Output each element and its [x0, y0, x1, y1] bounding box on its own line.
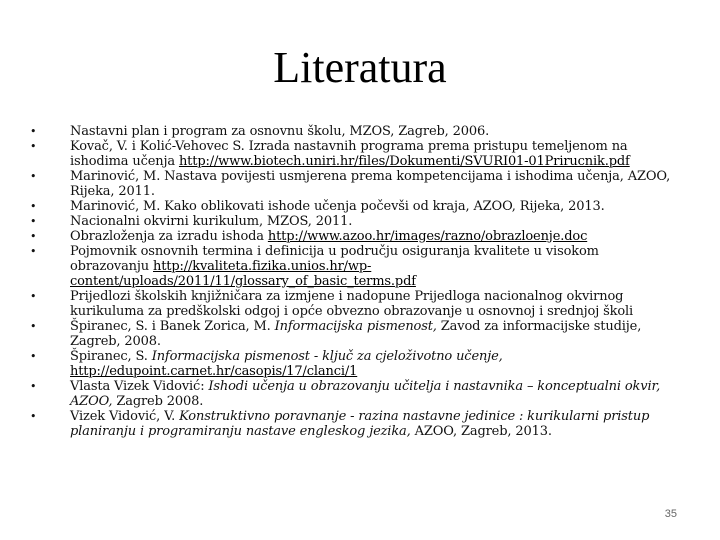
reference-link[interactable]: http://www.biotech.uniri.hr/files/Dokumenti/SVURI01-01Prirucnik.pdf — [178, 154, 630, 169]
reference-item — [30, 349, 680, 379]
reference-text: Vlasta Vizek Vidović: — [70, 379, 209, 394]
bullet-icon: • — [30, 140, 37, 153]
reference-text: Marinović, M. Nastava povijesti usmjerena prema kompetencijama i ishodima učenja, AZOO, Rijeka, 2011. — [70, 169, 671, 199]
reference-item — [30, 169, 680, 199]
reference-text: Nacionalni okvirni kurikulum, MZOS, 2011. — [70, 214, 353, 229]
bullet-icon: • — [30, 215, 37, 228]
reference-item — [30, 289, 680, 319]
bullet-icon: • — [30, 230, 37, 243]
reference-title-italic: Konstruktivno poravnanje - razina nastavne jedinice : kurikularni pristup planiranju i programiranju nastave engleskog jezika, — [70, 409, 650, 439]
reference-link[interactable]: http://www.azoo.hr/images/razno/obrazloenje.doc — [267, 229, 588, 244]
reference-text: Nastavni plan i program za osnovnu školu, MZOS, Zagreb, 2006. — [70, 124, 490, 139]
slide-title: Literatura — [273, 43, 447, 92]
reference-text: Marinović, M. Kako oblikovati ishode učenja počevši od kraja, AZOO, Rijeka, 2013. — [70, 199, 605, 214]
bullet-icon: • — [30, 170, 37, 183]
reference-link[interactable]: http://kvaliteta.fizika.unios.hr/wp-content/uploads/2011/11/glossary_of_basic_terms.pdf — [70, 259, 416, 289]
reference-text: AZOO, Zagreb, 2013. — [410, 424, 552, 439]
reference-text: Špiranec, S. i Banek Zorica, M. — [70, 319, 275, 334]
reference-item — [30, 244, 680, 289]
reference-item — [30, 139, 680, 169]
reference-item — [30, 124, 680, 139]
reference-item — [30, 199, 680, 214]
bullet-icon: • — [30, 245, 37, 258]
reference-link[interactable]: http://edupoint.carnet.hr/casopis/17/clanci/1 — [70, 364, 358, 379]
reference-title-italic: Informacijska pismenost - ključ za cjeloživotno učenje, — [151, 349, 503, 364]
reference-title-italic: Informacijska pismenost, — [274, 319, 437, 334]
reference-text: Kovač, V. i Kolić-Vehovec S. Izrada nastavnih programa prema pristupu temeljenom na ishodima učenja — [70, 139, 628, 169]
bullet-icon: • — [30, 410, 37, 423]
reference-item — [30, 379, 680, 409]
reference-text: Zagreb 2008. — [112, 394, 204, 409]
reference-text: Zavod za informacijske studije, Zagreb, 2008. — [70, 319, 642, 349]
page-number: 35 — [664, 508, 677, 520]
bullet-icon: • — [30, 320, 37, 333]
bullet-icon: • — [30, 200, 37, 213]
reference-list — [30, 124, 680, 439]
bullet-icon: • — [30, 290, 37, 303]
reference-text: Vizek Vidović, V. — [70, 409, 180, 424]
reference-text: Obrazloženja za izradu ishoda — [70, 229, 268, 244]
bullet-icon: • — [30, 380, 37, 393]
reference-title-italic: Ishodi učenja u obrazovanju učitelja i nastavnika – konceptualni okvir, AZOO, — [70, 379, 661, 409]
reference-item — [30, 214, 680, 229]
reference-text: Pojmovnik osnovnih termina i definicija u području osiguranja kvalitete u visokom obrazovanju — [70, 244, 599, 274]
bullet-icon: • — [30, 350, 37, 363]
reference-item — [30, 229, 680, 244]
reference-item — [30, 319, 680, 349]
bullet-icon: • — [30, 125, 37, 138]
reference-text: Prijedlozi školskih knjižničara za izmjene i nadopune Prijedloga nacionalnog okvirnog kurikuluma za predškolski odgoj i opće obvezno obrazovanje u osnovnoj i srednjoj školi — [70, 289, 634, 319]
reference-text: Špiranec, S. — [70, 349, 152, 364]
reference-item — [30, 409, 680, 439]
